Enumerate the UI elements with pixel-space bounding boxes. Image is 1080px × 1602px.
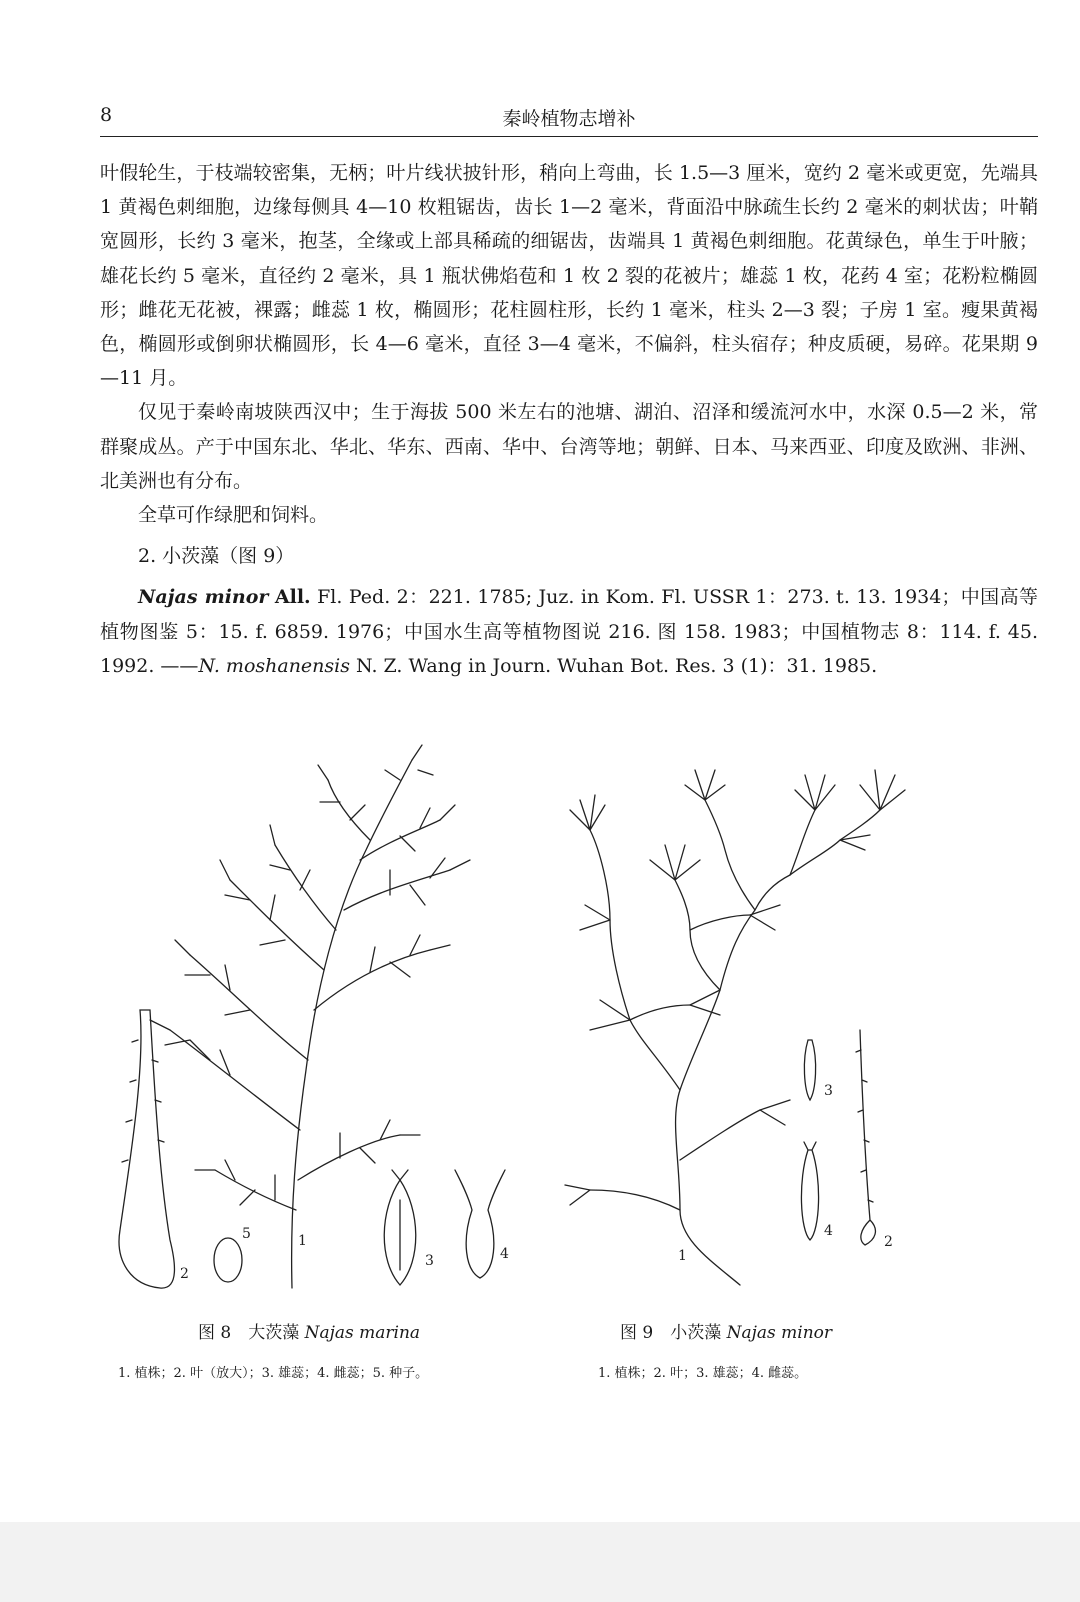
seed-drawing	[214, 1238, 242, 1282]
figure8-caption	[198, 1318, 420, 1343]
fig8-part-label-2: 2	[180, 1266, 189, 1282]
fig8-part-label-3: 3	[425, 1253, 434, 1269]
figure9-caption	[620, 1318, 832, 1343]
species-author: All.	[274, 586, 311, 609]
page-header	[100, 100, 1038, 137]
bottom-margin	[0, 1522, 1080, 1602]
figure9-latin-name: Najas minor	[726, 1323, 833, 1343]
figure9-illustration	[540, 740, 940, 1310]
pistil-drawing	[455, 1170, 505, 1278]
usage-paragraph: 全草可作绿肥和饲料。	[138, 504, 329, 527]
figure8-legend: 1. 植株；2. 叶（放大）；3. 雄蕊；4. 雌蕊；5. 种子。	[118, 1366, 429, 1381]
figure8-label: 图 8 大茨藻	[198, 1323, 305, 1343]
fig9-part-label-1: 1	[678, 1248, 687, 1264]
fig8-part-label-1: 1	[298, 1233, 307, 1249]
leaf-drawing	[860, 1030, 875, 1245]
page-number: 8	[100, 104, 113, 126]
synonym-name: N. moshanensis	[198, 654, 350, 677]
citation-text-a: Fl. Ped. 2：221. 1785; Juz. in Kom. Fl. USSR 1：273. t. 13. 1934；中国高等植物图鉴 5：15. f. 6859. 1976；中国水生高等植物图说 216. 图 158. 1983；中国植物志 8：114. f. 45. 1992. ——	[100, 586, 1038, 677]
stamen-drawing	[804, 1040, 815, 1100]
figure8-latin-name: Najas marina	[304, 1323, 421, 1343]
fig8-part-label-5: 5	[242, 1226, 251, 1242]
figure8-illustration	[100, 740, 540, 1310]
citation-paragraph	[100, 580, 1038, 683]
fig8-part-label-4: 4	[500, 1246, 509, 1262]
citation-text-b: N. Z. Wang in Journ. Wuhan Bot. Res. 3 (1)：31. 1985.	[350, 654, 878, 677]
section-heading: 2. 小茨藻（图 9）	[138, 545, 295, 568]
pistil-drawing	[801, 1142, 818, 1240]
figure9-label: 图 9 小茨藻	[620, 1323, 727, 1343]
plant-stem	[676, 875, 790, 1285]
body-text	[100, 156, 1038, 683]
fig9-part-label-4: 4	[824, 1223, 833, 1239]
description-paragraph: 叶假轮生，于枝端较密集，无柄；叶片线状披针形，稍向上弯曲，长 1.5—3 厘米，宽约 2 毫米或更宽，先端具 1 黄褐色刺细胞，边缘每侧具 4—10 枚粗锯齿，齿长 1—2 毫米，背面沿中脉疏生长约 2 毫米的刺状齿；叶鞘宽圆形，长约 3 毫米，抱茎，全缘或上部具稀疏的细锯齿，齿端具 1 黄褐色刺细胞。花黄绿色，单生于叶腋；雄花长约 5 毫米，直径约 2 毫米，具 1 瓶状佛焰苞和 1 枚 2 裂的花被片；雄蕊 1 枚，花药 4 室；花粉粒椭圆形；雌花无花被，裸露；雌蕊 1 枚，椭圆形；花柱圆柱形，长约 1 毫米，柱头 2—3 裂；子房 1 室。瘦果黄褐色，椭圆形或倒卵状椭圆形，长 4—6 毫米，直径 3—4 毫米，不偏斜，柱头宿存；种皮质硬，易碎。花果期 9—11 月。	[100, 162, 1038, 390]
fig9-part-label-2: 2	[884, 1234, 893, 1250]
plant-stem	[292, 760, 412, 1288]
species-name: Najas minor	[138, 586, 269, 609]
running-title: 秦岭植物志增补	[502, 108, 636, 130]
fig9-part-label-3: 3	[824, 1083, 833, 1099]
leaf-enlarged	[119, 1010, 174, 1288]
figure9-legend: 1. 植株；2. 叶；3. 雄蕊；4. 雌蕊。	[598, 1366, 808, 1381]
distribution-paragraph: 仅见于秦岭南坡陕西汉中；生于海拔 500 米左右的池塘、湖泊、沼泽和缓流河水中，水深 0.5—2 米，常群聚成丛。产于中国东北、华北、华东、西南、华中、台湾等地；朝鲜、日本、马来西亚、印度及欧洲、非洲、北美洲也有分布。	[100, 401, 1038, 492]
